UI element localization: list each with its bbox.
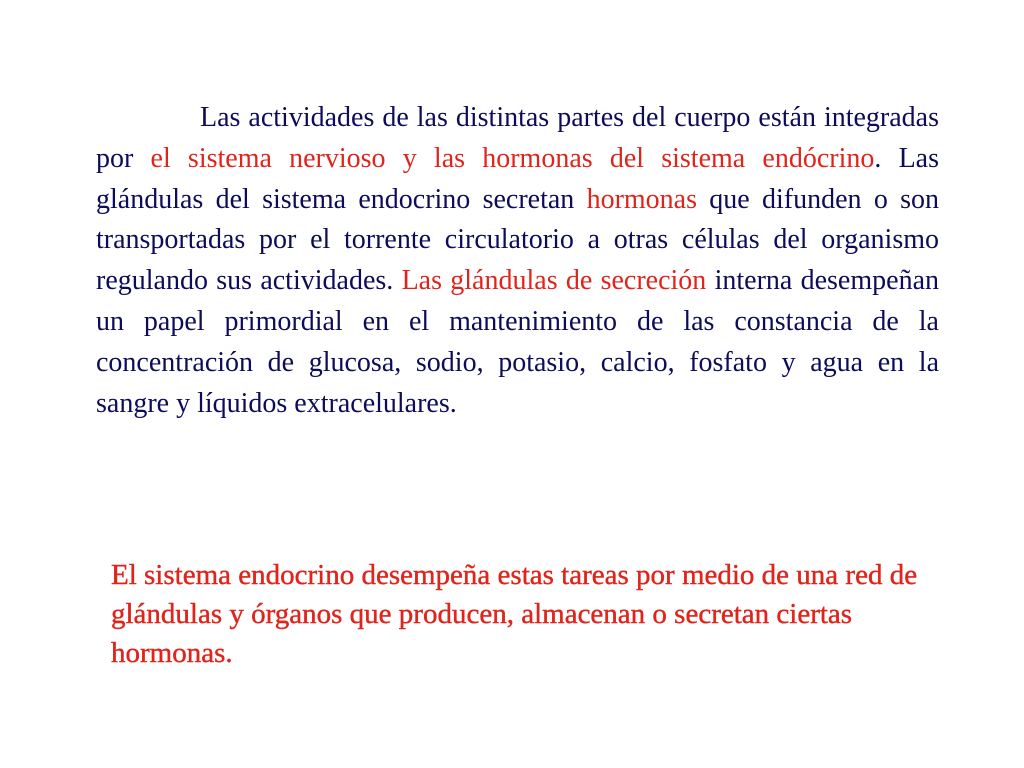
paragraph-segment: . Las glándulas del sistema endocrino secretan [96,142,939,215]
highlighted-word-hormonas: hormonas [586,183,698,215]
paragraph-segment: interna desempeñan un papel primordial en el mantenimiento de las constancia de la concentración de glucosa, sodio, potasio, calcio, fosfato y agua en la sangre y líquidos extracelulares. [96,265,939,419]
paragraph-segment: que difunden o son transportadas por el torrente circulatorio a otras células del organismo regulando sus actividades. [96,183,939,297]
highlighted-phrase-glandulas: Las glándulas de secreción [401,265,707,297]
body-paragraph [96,98,939,424]
highlighted-phrase-nervous-hormones: el sistema nervioso y las hormonas del sistema endócrino [150,142,875,174]
paragraph-segment: Las actividades de las distintas partes del cuerpo están integradas por [96,102,939,174]
highlight-paragraph: El sistema endocrino desempeña estas tareas por medio de una red de glándulas y órganos que producen, almacenan o secretan ciertas hormonas. [111,559,918,669]
